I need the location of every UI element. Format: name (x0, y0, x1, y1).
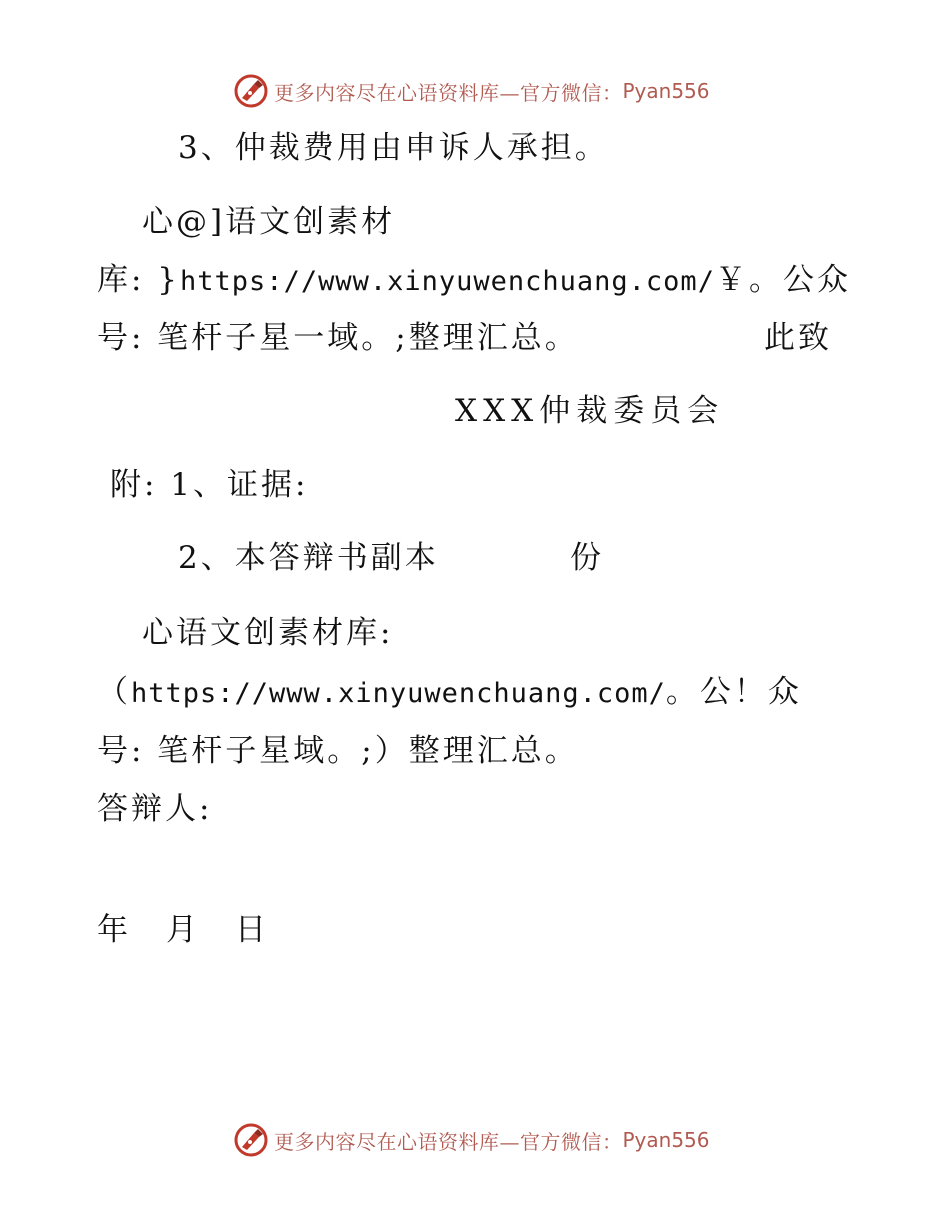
ad1-line3: 号: 笔杆子星一域。;整理汇总。 (97, 320, 579, 356)
ad2-prefix: （ (97, 674, 131, 710)
header-banner-text: 更多内容尽在心语资料库—官方微信： (274, 80, 623, 105)
header-banner-wechat: Pyan556 (622, 79, 710, 103)
ad1-line2 (97, 260, 851, 302)
date-year: 年 (97, 912, 131, 948)
ad2-line2 (97, 672, 802, 714)
ad1-url: https://www.xinyuwenchuang.com/ (180, 266, 715, 297)
footer-banner-text: 更多内容尽在心语资料库—官方微信： (274, 1129, 623, 1154)
ad1-suffix: ￥。公众 (714, 262, 851, 298)
ad1-prefix: 库: } (97, 262, 181, 298)
attachment-2: 2、本答辩书副本 (178, 540, 439, 576)
date-month: 月 (166, 912, 200, 948)
footer-banner (234, 1121, 710, 1159)
pen-nib-logo-icon (234, 1123, 268, 1157)
respondent-label: 答辩人: (97, 791, 213, 827)
attachment-1: 附: 1、证据: (110, 467, 309, 503)
item-3: 3、仲裁费用由申诉人承担。 (178, 130, 609, 166)
ad2-line3: 号: 笔杆子星域。;）整理汇总。 (97, 733, 579, 769)
ad1-line1: 心@]语文创素材 (142, 204, 396, 240)
ad2-line1: 心语文创素材库: (142, 615, 394, 651)
header-banner (234, 72, 710, 110)
footer-banner-wechat: Pyan556 (622, 1128, 710, 1152)
committee-name: XXX仲裁委员会 (455, 393, 725, 429)
date-day: 日 (235, 912, 269, 948)
pen-nib-logo-icon (234, 74, 268, 108)
ad2-url: https://www.xinyuwenchuang.com/ (131, 678, 666, 709)
salutation: 此致 (764, 320, 832, 356)
ad2-suffix: 。公！众 (665, 674, 802, 710)
attachment-2-unit: 份 (570, 540, 604, 576)
